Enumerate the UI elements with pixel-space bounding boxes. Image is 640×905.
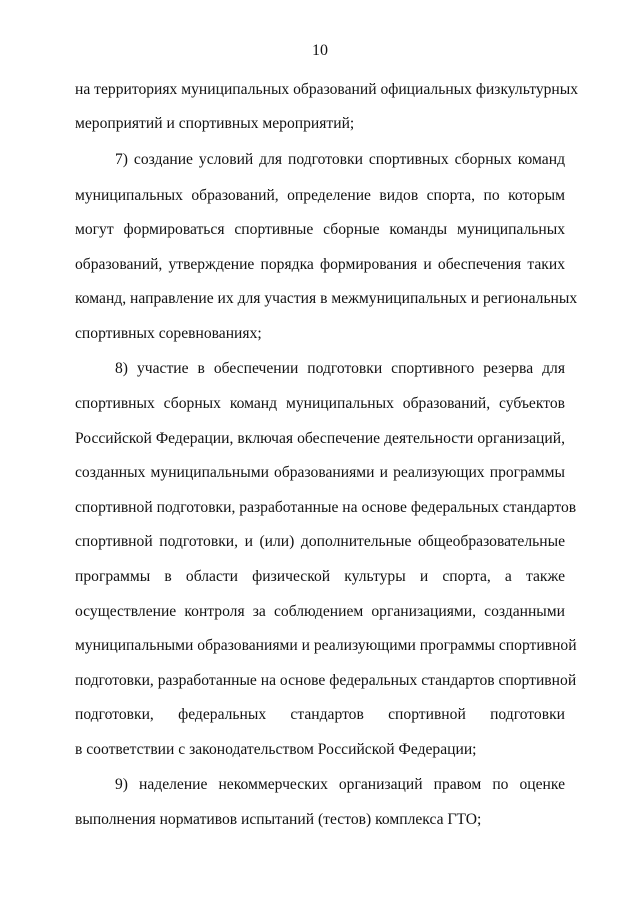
text-line: созданных муниципальными образованиями и реализующих программы [75,464,565,481]
text-line: команд, направление их для участия в межмуниципальных и региональных [75,290,578,307]
text-line: Российской Федерации, включая обеспечение деятельности организаций, [75,430,565,447]
text-line: мероприятий и спортивных мероприятий; [75,115,355,132]
text-line: программы в области физической культуры и спорта, а также [75,568,565,585]
text-line: осуществление контроля за соблюдением организациями, созданными [75,603,565,620]
text-line: выполнения нормативов испытаний (тестов) комплекса ГТО; [75,811,482,828]
text-line: подготовки, федеральных стандартов спортивной подготовки [75,706,565,723]
text-line: спортивных сборных команд муниципальных образований, субъектов [75,395,565,412]
text-line: 8) участие в обеспечении подготовки спортивного резерва для [115,360,565,377]
text-line: на территориях муниципальных образований официальных физкультурных [75,81,579,98]
text-line: в соответствии с законодательством Российской Федерации; [75,741,477,758]
text-line: муниципальных образований, определение видов спорта, по которым [75,187,565,204]
text-line: подготовки, разработанные на основе федеральных стандартов спортивной [75,672,577,689]
text-line: спортивной подготовки, разработанные на основе федеральных стандартов [75,499,577,516]
text-line: муниципальными образованиями и реализующими программы спортивной [75,637,577,654]
text-line: спортивной подготовки, и (или) дополнительные общеобразовательные [75,533,565,550]
text-line: 7) создание условий для подготовки спортивных сборных команд [115,151,565,168]
page-number: 10 [312,42,328,59]
text-line: спортивных соревнованиях; [75,325,262,342]
text-line: могут формироваться спортивные сборные команды муниципальных [75,221,565,238]
text-line: 9) наделение некоммерческих организаций правом по оценке [115,776,565,793]
text-line: образований, утверждение порядка формирования и обеспечения таких [75,256,565,273]
